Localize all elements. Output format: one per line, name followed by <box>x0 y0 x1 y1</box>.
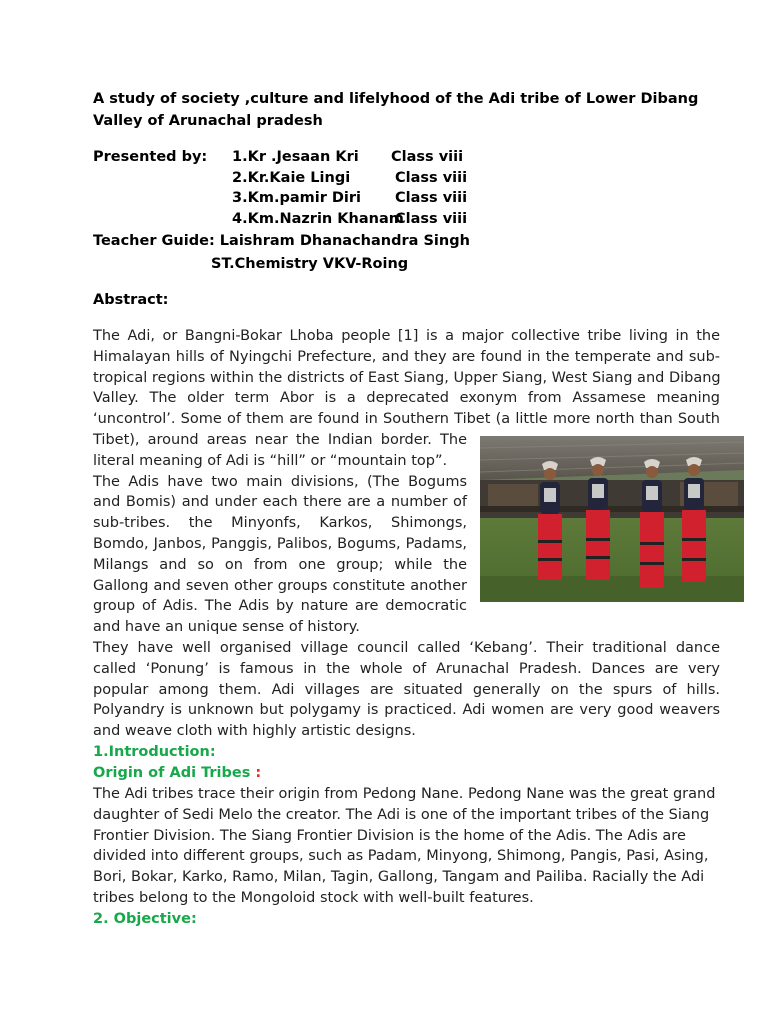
abstract-line: literal meaning of Adi is “hill” or “mountain top”. <box>93 452 448 469</box>
presenter-name: 4.Km.Nazrin Khanam <box>232 210 404 227</box>
abstract-line: Bomdo, Janbos, Panggis, Palibos, Bogums, Padams, <box>93 536 467 552</box>
intro-line: divided into different groups, such as Padam, Minyong, Shimong, Pangis, Pasi, Asing, <box>93 848 709 865</box>
intro-line: daughter of Sedi Melo the creator. The Adi is one of the important tribes of the Siang <box>93 806 710 823</box>
abstract-line: Tibet), around areas near the Indian border. The <box>93 432 467 448</box>
intro-line: Bori, Bokar, Karko, Ramo, Milan, Tagin, Gallong, Tangam and Pailiba. Racially the Adi <box>93 869 705 886</box>
presenter-class: Class viii <box>395 190 468 206</box>
abstract-heading: Abstract: <box>93 292 169 308</box>
abstract-line: and have an unique sense of history. <box>93 619 360 636</box>
abstract-line: group of Adis. The Adis by nature are democratic <box>93 598 467 615</box>
abstract-line: Valley. The older term Abor is a deprecated exonym from Assamese meaning <box>93 390 720 407</box>
origin-heading-text: Origin of Adi Tribes <box>93 765 251 781</box>
section-introduction-heading: 1.Introduction: <box>93 744 216 760</box>
intro-line: The Adi tribes trace their origin from Pedong Nane. Pedong Nane was the great grand <box>93 786 716 802</box>
presenter-name: 3.Km.pamir Diri <box>232 190 362 206</box>
abstract-line: and Bomis) and under each there are a number of <box>93 494 467 511</box>
abstract-line: sub-tribes. the Minyonfs, Karkos, Shimongs, <box>93 515 467 532</box>
origin-heading <box>93 763 261 784</box>
presenter-class: Class viii <box>395 210 468 227</box>
teacher-guide: Teacher Guide: Laishram Dhanachandra Singh <box>93 233 470 249</box>
section-objective-heading: 2. Objective: <box>93 911 197 927</box>
presenter-class: Class viii <box>391 149 464 165</box>
presenter-name: 1.Kr .Jesaan Kri <box>232 149 359 165</box>
presenter-names <box>232 147 404 229</box>
abstract-line: tropical regions within the districts of East Siang, Upper Siang, West Siang and Dibang <box>93 369 721 386</box>
abstract-line: called ‘Ponung’ is famous in the whole of Arunachal Pradesh. Dances are very <box>93 660 720 677</box>
intro-line: Frontier Division. The Siang Frontier Division is the home of the Adis. The Adis are <box>93 827 686 844</box>
abstract-line: ‘uncontrol’. Some of them are found in Southern Tibet (a little more north than South <box>93 411 720 428</box>
abstract-line: Gallong and seven other groups constitute another <box>93 577 467 594</box>
abstract-line: The Adis have two main divisions, (The Bogums <box>93 473 467 490</box>
presenter-name: 2.Kr.Kaie Lingi <box>232 169 351 186</box>
origin-heading-colon: : <box>250 765 262 781</box>
abstract-line: They have well organised village council called ‘Kebang’. Their traditional dance <box>93 640 720 656</box>
abstract-line: Milangs and so on from one group; while the <box>93 556 467 573</box>
abstract-line: Polyandry is unknown but polygamy is practiced. Adi women are very good weavers <box>93 702 720 719</box>
abstract-line: popular among them. Adi villages are situated generally on the spurs of hills. <box>93 681 720 698</box>
document-title: A study of society ,culture and lifelyhood of the Adi tribe of Lower Dibang Valley of Arunachal pradesh <box>93 91 699 129</box>
presenter-class: Class viii <box>395 169 468 186</box>
abstract-line: The Adi, or Bangni-Bokar Lhoba people [1] is a major collective tribe living in the <box>93 328 720 344</box>
presenters-label: Presented by: <box>93 149 208 165</box>
abstract-line: and weave cloth with highly artistic designs. <box>93 723 416 740</box>
teacher-role: ST.Chemistry VKV-Roing <box>211 256 409 272</box>
abstract-line: Himalayan hills of Nyingchi Prefecture, and they are found in the temperate and sub- <box>93 348 720 365</box>
adi-women-photo <box>480 436 744 602</box>
intro-line: tribes belong to the Mongoloid stock with well-built features. <box>93 890 534 906</box>
